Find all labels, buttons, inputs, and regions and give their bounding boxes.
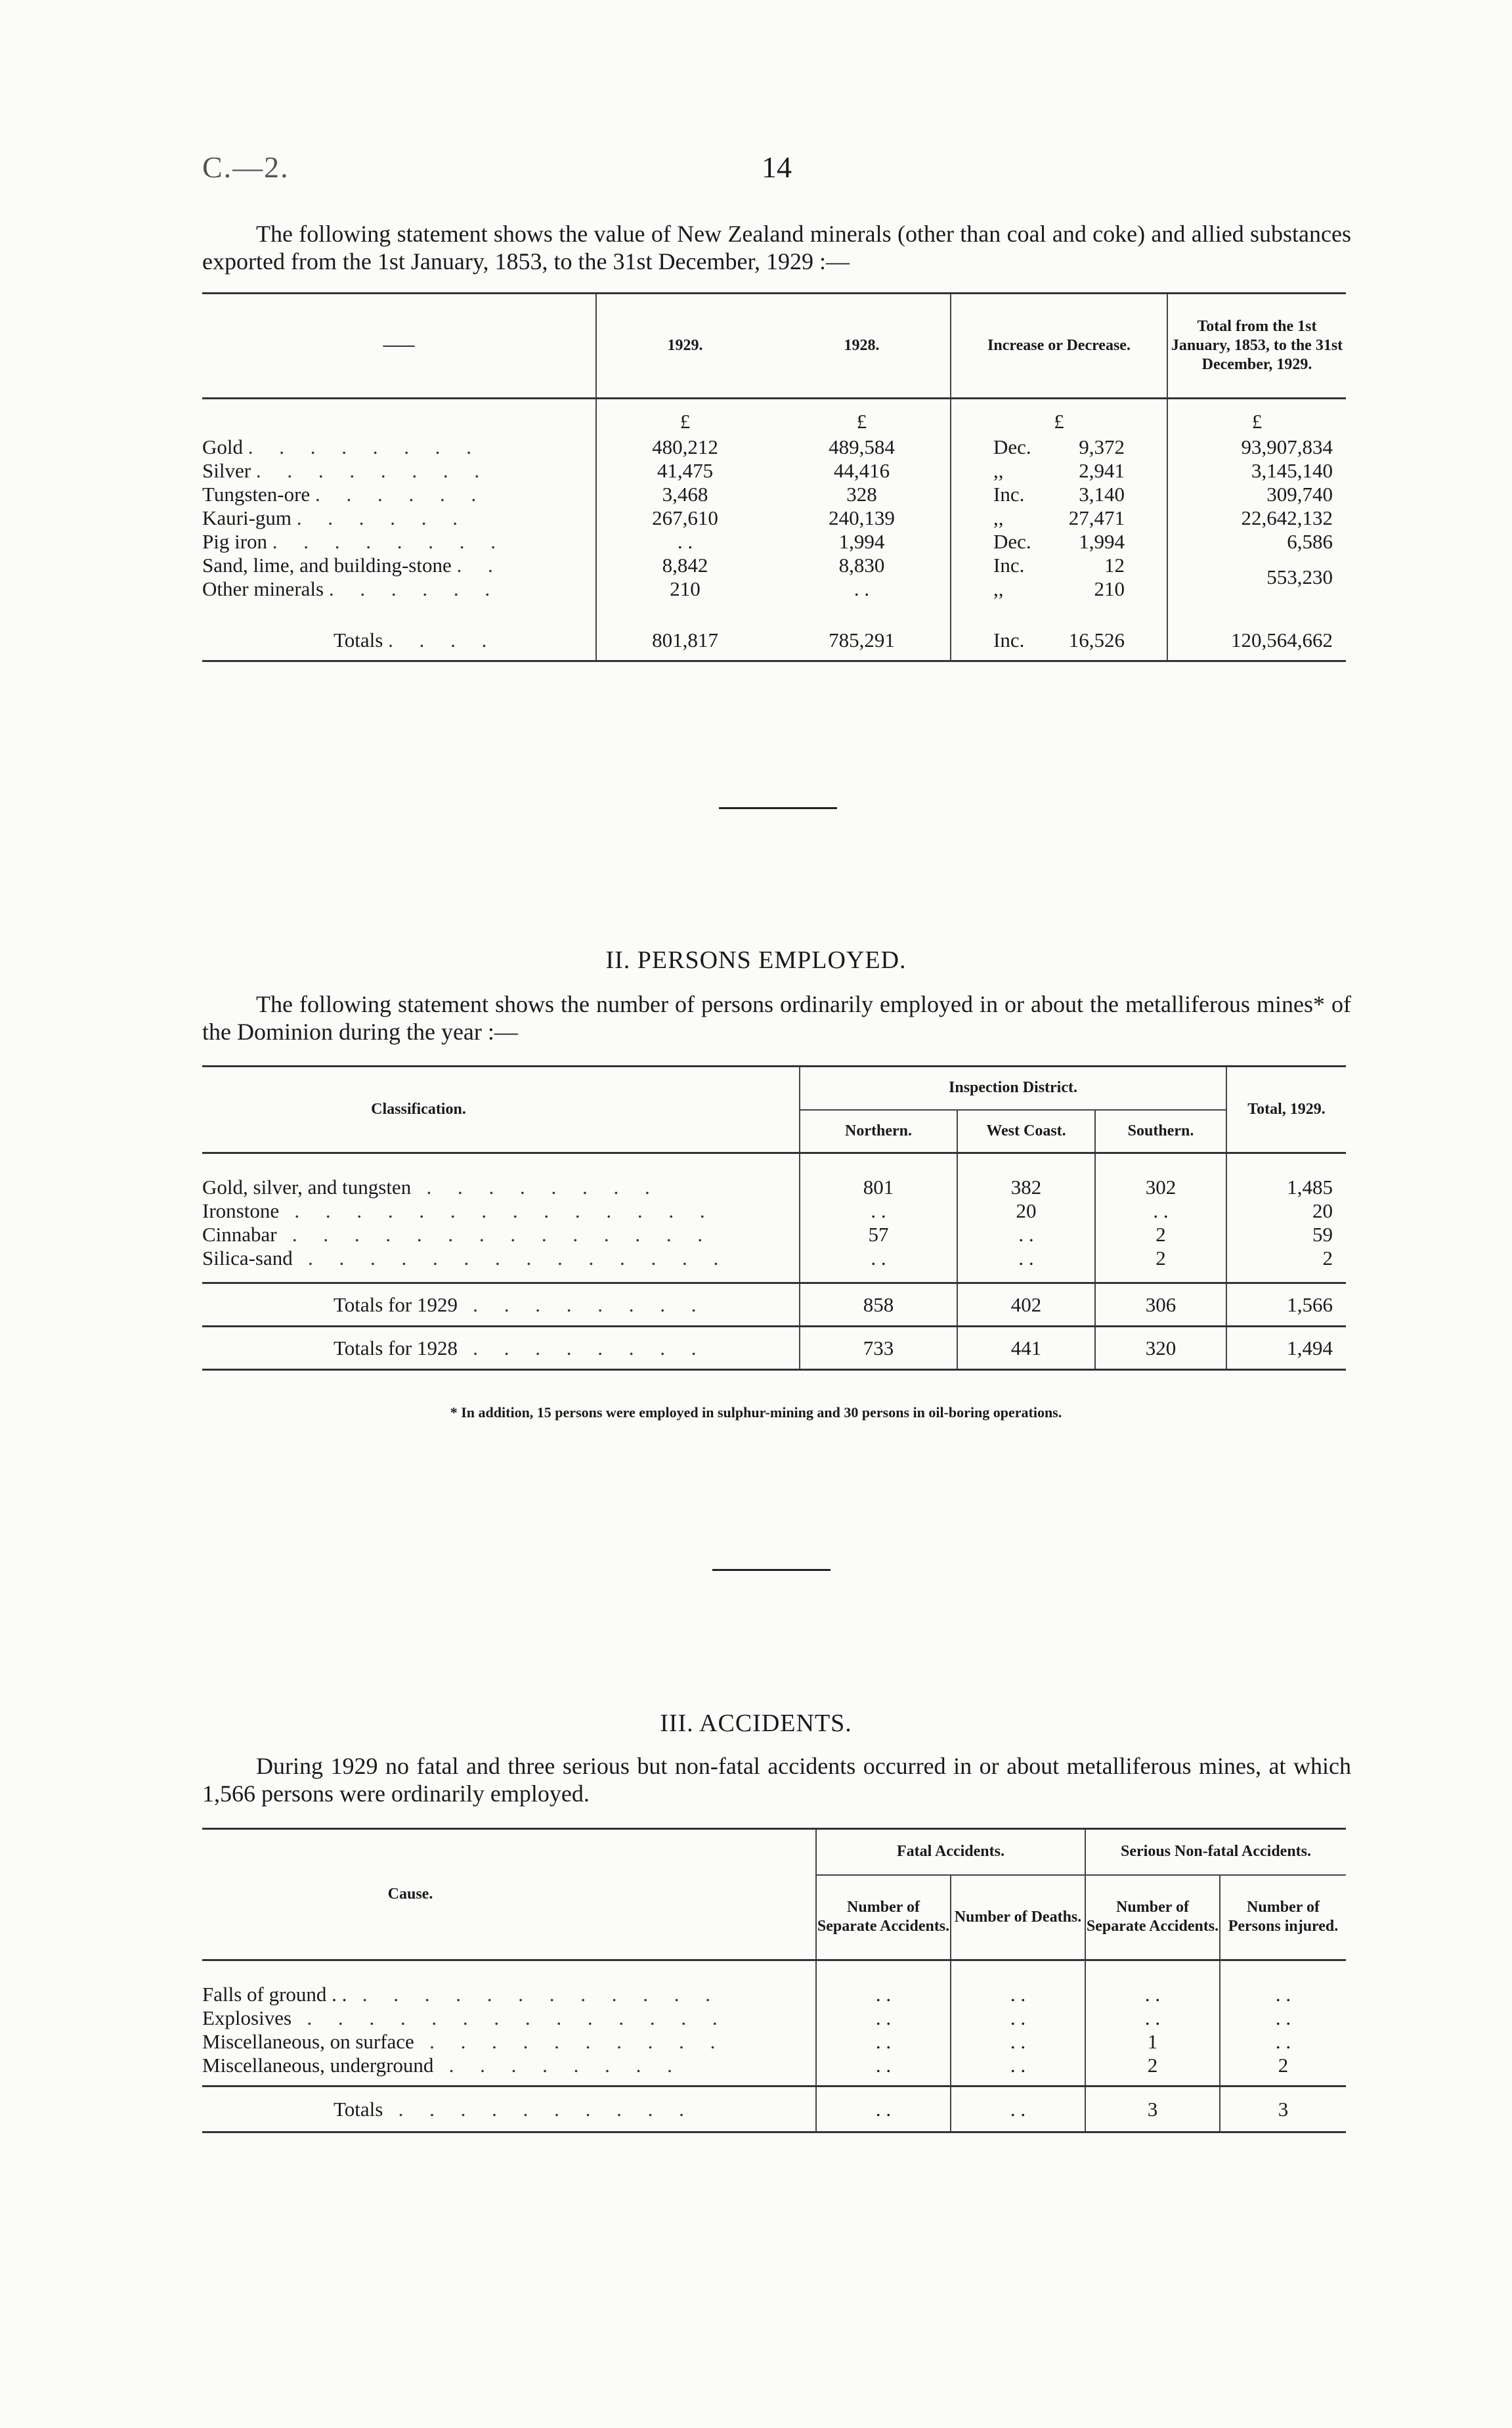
cell-1929: 3,468 bbox=[596, 483, 773, 506]
header-separate-accidents-2: Number of Separate Accidents. bbox=[1085, 1875, 1220, 1960]
table-row bbox=[202, 459, 1346, 483]
cell-northern: . . bbox=[800, 1247, 957, 1270]
cell-c: 2 bbox=[1085, 2054, 1220, 2077]
cell-dir: ,, bbox=[993, 506, 1004, 529]
totals-label: Totals bbox=[334, 628, 383, 651]
currency-1928: £ bbox=[856, 410, 867, 433]
page-reference: C.—2. bbox=[202, 150, 290, 184]
cell-dir: ,, bbox=[993, 458, 1004, 482]
cell-total: 2 bbox=[1226, 1247, 1346, 1270]
row-label: Miscellaneous, underground bbox=[202, 2053, 434, 2077]
page-number: 14 bbox=[762, 150, 792, 184]
cell-westcoast: 441 bbox=[957, 1327, 1095, 1370]
totals-label: Totals for 1929 bbox=[334, 1292, 458, 1316]
row-label: Tungsten-ore bbox=[202, 482, 311, 506]
cell-1928: 240,139 bbox=[829, 506, 895, 529]
cell-1928: 8,830 bbox=[838, 553, 885, 577]
header-southern: Southern. bbox=[1095, 1110, 1226, 1153]
cell-diff: 3,140 bbox=[1079, 482, 1125, 506]
cell-diff: 1,994 bbox=[1079, 529, 1125, 553]
table-row bbox=[202, 1199, 1346, 1223]
cell-dir: Inc. bbox=[993, 553, 1025, 577]
cell-total: 20 bbox=[1226, 1199, 1346, 1223]
cell-southern: . . bbox=[1095, 1199, 1226, 1223]
cell-1929: . . bbox=[596, 530, 773, 554]
leader-dots: . . . . . . . . bbox=[248, 435, 482, 458]
totals-diff: 16,526 bbox=[1068, 628, 1125, 651]
leader-dots: . . . . . . . . . . bbox=[429, 2029, 726, 2053]
cell-total-combined: 553,230 bbox=[1167, 554, 1346, 601]
cell-a: . . bbox=[816, 2006, 951, 2030]
cell-westcoast: 402 bbox=[957, 1283, 1095, 1327]
row-label: Falls of ground . . bbox=[202, 1982, 347, 2006]
cell-1929: 8,842 bbox=[596, 554, 773, 577]
cell-b: . . bbox=[951, 2054, 1085, 2077]
row-label: Cinnabar bbox=[202, 1222, 277, 1246]
cell-total: 59 bbox=[1226, 1223, 1346, 1247]
row-label: Ironstone bbox=[202, 1199, 280, 1222]
leader-dots: . . . . . . bbox=[296, 506, 469, 529]
header-change: Increase or Decrease. bbox=[951, 294, 1167, 399]
cell-total: 3,145,140 bbox=[1167, 459, 1346, 483]
cell-dir: Dec. bbox=[993, 435, 1031, 458]
totals-1928-row bbox=[202, 1327, 1346, 1370]
cell-westcoast: 382 bbox=[957, 1176, 1095, 1199]
totals-total: 120,564,662 bbox=[1167, 621, 1346, 661]
accidents-table bbox=[202, 1828, 1346, 2133]
leader-dots: . . . . . . . . . . . . . . bbox=[307, 2006, 728, 2029]
cell-total: 309,740 bbox=[1167, 483, 1346, 506]
cell-total: 1,566 bbox=[1226, 1283, 1346, 1327]
leader-dots: . . . . bbox=[388, 628, 498, 651]
section-divider bbox=[712, 1569, 831, 1571]
cell-1929: 267,610 bbox=[596, 506, 773, 530]
table-row bbox=[202, 483, 1346, 506]
totals-row bbox=[202, 621, 1346, 661]
header-1928: 1928. bbox=[844, 337, 880, 354]
cell-c: 3 bbox=[1085, 2086, 1220, 2132]
cell-a: . . bbox=[816, 2054, 951, 2077]
header-classification: Classification. bbox=[371, 1101, 466, 1118]
header-cause: Cause. bbox=[387, 1886, 433, 1903]
header-serious: Serious Non-fatal Accidents. bbox=[1085, 1829, 1346, 1875]
currency-change: £ bbox=[951, 399, 1167, 435]
cell-diff: 12 bbox=[1104, 553, 1125, 577]
leader-dots: . . bbox=[456, 553, 504, 577]
header-northern: Northern. bbox=[800, 1110, 957, 1153]
cell-westcoast: . . bbox=[957, 1223, 1095, 1247]
row-label: Kauri-gum bbox=[202, 506, 292, 529]
cell-northern: 858 bbox=[800, 1283, 957, 1327]
leader-dots: . . . . . . bbox=[314, 482, 487, 506]
cell-a: . . bbox=[816, 1983, 951, 2006]
header-total: Total from the 1st January, 1853, to the 31st December, 1929. bbox=[1167, 294, 1346, 399]
cell-c: . . bbox=[1085, 2006, 1220, 2030]
leader-dots: . . . . . . . . bbox=[473, 1336, 707, 1359]
cell-c: 1 bbox=[1085, 2030, 1220, 2054]
leader-dots: . . . . . . . . . . . . . . bbox=[308, 1246, 729, 1269]
cell-c: . . bbox=[1085, 1983, 1220, 2006]
footnote: * In addition, 15 persons were employed in sulphur-mining and 30 persons in oil-boring operations. bbox=[450, 1404, 1062, 1421]
persons-title: II. PERSONS EMPLOYED. bbox=[605, 946, 907, 974]
leader-dots: . . . . . . . . bbox=[426, 1175, 660, 1199]
cell-total: 93,907,834 bbox=[1167, 435, 1346, 459]
cell-d: 2 bbox=[1220, 2054, 1346, 2077]
cell-1928: 328 bbox=[846, 482, 877, 506]
cell-southern: 2 bbox=[1095, 1247, 1226, 1270]
cell-b: . . bbox=[951, 2030, 1085, 2054]
row-label: Sand, lime, and building-stone bbox=[202, 553, 452, 577]
cell-southern: 306 bbox=[1095, 1283, 1226, 1327]
row-label: Other minerals bbox=[202, 577, 324, 600]
cell-total: 1,494 bbox=[1226, 1327, 1346, 1370]
section-divider bbox=[719, 807, 837, 809]
totals-1928: 785,291 bbox=[829, 628, 895, 651]
persons-intro: The following statement shows the number of persons ordinarily employed in or about the metalliferous mines* of the Dominion during the year :— bbox=[202, 991, 1351, 1045]
cell-total: 1,485 bbox=[1226, 1176, 1346, 1199]
totals-1929-row bbox=[202, 1283, 1346, 1327]
cell-diff: 210 bbox=[1094, 577, 1125, 600]
cell-b: . . bbox=[951, 1983, 1085, 2006]
header-separate-accidents: Number of Separate Accidents. bbox=[816, 1875, 951, 1960]
leader-dots: . . . . . . . . . . . . . . bbox=[294, 1199, 716, 1222]
cell-southern: 2 bbox=[1095, 1223, 1226, 1247]
header-deaths: Number of Deaths. bbox=[951, 1875, 1085, 1960]
cell-1928: . . bbox=[853, 577, 870, 600]
cell-westcoast: 20 bbox=[957, 1199, 1095, 1223]
row-label: Miscellaneous, on surface bbox=[202, 2029, 414, 2053]
cell-diff: 2,941 bbox=[1079, 458, 1125, 482]
row-label: Gold, silver, and tungsten bbox=[202, 1175, 412, 1199]
cell-1928: 1,994 bbox=[838, 529, 885, 553]
totals-label: Totals for 1928 bbox=[334, 1336, 458, 1359]
accidents-intro: During 1929 no fatal and three serious but non-fatal accidents occurred in or about metalliferous mines, at which 1,566 persons were ordinarily employed. bbox=[202, 1753, 1351, 1807]
cell-northern: . . bbox=[800, 1199, 957, 1223]
table-row bbox=[202, 530, 1346, 554]
cell-diff: 9,372 bbox=[1079, 435, 1125, 458]
table-row bbox=[202, 1176, 1346, 1199]
cell-dir: Dec. bbox=[993, 529, 1031, 553]
row-label: Silver bbox=[202, 458, 251, 482]
leader-dots: . . . . . . . . . . . . . . bbox=[292, 1222, 714, 1246]
currency-1929: £ bbox=[596, 399, 773, 435]
leader-dots: . . . . . . . . bbox=[448, 2053, 683, 2077]
header-1929: 1929. bbox=[596, 294, 773, 399]
totals-label: Totals bbox=[334, 2097, 383, 2121]
table-row bbox=[202, 2054, 1346, 2077]
cell-b: . . bbox=[951, 2006, 1085, 2030]
cell-a: . . bbox=[816, 2030, 951, 2054]
leader-dots: . . . . . . . . . . bbox=[398, 2097, 695, 2121]
cell-d: . . bbox=[1220, 2030, 1346, 2054]
table-row bbox=[202, 2030, 1346, 2054]
cell-dir: ,, bbox=[993, 577, 1004, 600]
table-row bbox=[202, 1223, 1346, 1247]
leader-dots: . . . . . . . . bbox=[473, 1292, 707, 1316]
row-label: Explosives bbox=[202, 2006, 292, 2029]
leader-dots: . . . . . . . . . . . . bbox=[362, 1982, 721, 2006]
cell-dir: Inc. bbox=[993, 482, 1025, 506]
minerals-table bbox=[202, 292, 1346, 662]
header-persons-injured: Number of Persons injured. bbox=[1220, 1875, 1346, 1960]
row-label: Pig iron bbox=[202, 529, 268, 553]
totals-1929: 801,817 bbox=[596, 621, 773, 661]
leader-dots: . . . . . . . . bbox=[255, 458, 490, 482]
cell-southern: 302 bbox=[1095, 1176, 1226, 1199]
minerals-intro: The following statement shows the value of New Zealand minerals (other than coal and coke) and allied substances exported from the 1st January, 1853, to the 31st December, 1929 :— bbox=[202, 221, 1351, 275]
cell-1928: 44,416 bbox=[833, 458, 890, 482]
header-westcoast: West Coast. bbox=[957, 1110, 1095, 1153]
cell-1929: 210 bbox=[596, 577, 773, 601]
cell-northern: 57 bbox=[800, 1223, 957, 1247]
cell-1929: 41,475 bbox=[596, 459, 773, 483]
cell-d: . . bbox=[1220, 2006, 1346, 2030]
cell-1928: 489,584 bbox=[829, 435, 895, 458]
table-row bbox=[202, 2006, 1346, 2030]
table-row bbox=[202, 506, 1346, 530]
currency-total: £ bbox=[1167, 399, 1346, 435]
cell-southern: 320 bbox=[1095, 1327, 1226, 1370]
cell-d: 3 bbox=[1220, 2086, 1346, 2132]
row-label: Silica-sand bbox=[202, 1246, 293, 1269]
cell-a: . . bbox=[816, 2086, 951, 2132]
header-total-1929: Total, 1929. bbox=[1226, 1067, 1346, 1153]
cell-total: 6,586 bbox=[1167, 530, 1346, 554]
table-row bbox=[202, 435, 1346, 459]
cell-diff: 27,471 bbox=[1068, 506, 1125, 529]
cell-northern: 733 bbox=[800, 1327, 957, 1370]
row-label: Gold bbox=[202, 435, 243, 458]
header-fatal: Fatal Accidents. bbox=[816, 1829, 1085, 1875]
cell-total: 22,642,132 bbox=[1167, 506, 1346, 530]
table-row bbox=[202, 1983, 1346, 2006]
leader-dots: . . . . . . . . bbox=[272, 529, 507, 553]
header-blank: —— bbox=[383, 337, 415, 354]
leader-dots: . . . . . . bbox=[328, 577, 501, 600]
cell-d: . . bbox=[1220, 1983, 1346, 2006]
table-row bbox=[202, 1247, 1346, 1270]
totals-row bbox=[202, 2086, 1346, 2132]
totals-dir: Inc. bbox=[993, 628, 1025, 651]
accidents-title: III. ACCIDENTS. bbox=[660, 1710, 852, 1737]
header-district: Inspection District. bbox=[800, 1067, 1226, 1110]
cell-northern: 801 bbox=[800, 1176, 957, 1199]
cell-westcoast: . . bbox=[957, 1247, 1095, 1270]
persons-table bbox=[202, 1065, 1346, 1371]
cell-b: . . bbox=[951, 2086, 1085, 2132]
table-row bbox=[202, 554, 1346, 577]
cell-1929: 480,212 bbox=[596, 435, 773, 459]
